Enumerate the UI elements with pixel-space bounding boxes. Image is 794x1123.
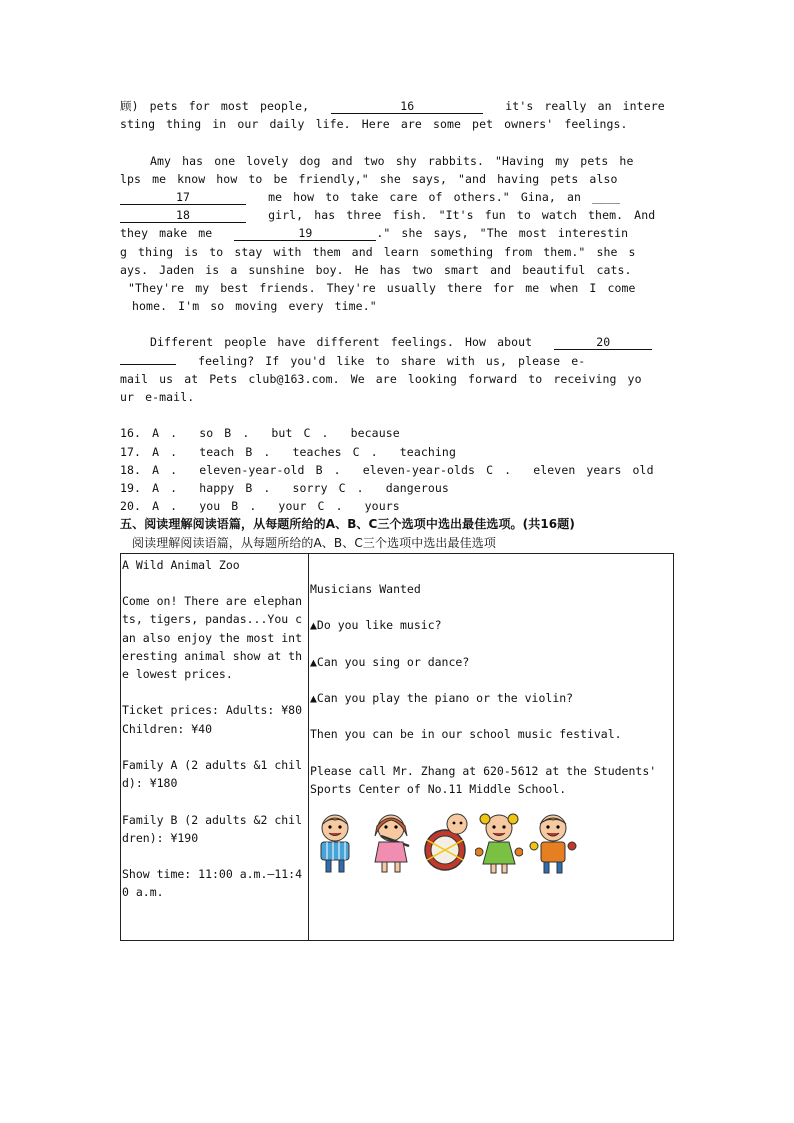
passage-line: lps me know how to be friendly," she says, "and having pets also [120,171,618,186]
blank-20: 20 [554,335,652,350]
passage-line: ays. Jaden is a sunshine boy. He has two smart and beautiful cats. [120,262,632,277]
kids-musicians-illustration [313,812,673,876]
blank-17: 17 [120,190,246,205]
music-ad-question-2: ▲Can you sing or dance? [310,654,470,669]
passage-line: home. I'm so moving every time." [132,299,377,314]
music-ad-call: Please call Mr. Zhang at 620-5612 at the Students' Sports Center of No.11 Middle School. [310,763,664,796]
kid-maracas-icon [475,812,523,876]
passage-line: 17 me how to take care of others." Gina, an ____ [120,188,676,206]
reading-table [120,553,674,941]
music-ad-question-3: ▲Can you play the piano or the violin? [310,690,574,705]
option-line-17: 17. A . teach B . teaches C . teaching [120,444,456,459]
worksheet-page [120,97,676,941]
passage-line: Different people have different feelings. How about 20 [120,333,676,351]
blank-19: 19 [234,226,376,241]
zoo-ad-title: A Wild Animal Zoo [122,557,240,572]
blank-16: 16 [331,99,483,114]
blank-20-cont [120,364,176,365]
drum-icon [421,812,469,876]
option-line-18: 18. A . eleven-year-old B . eleven-year-olds C . eleven years old [120,462,654,477]
kid-flute-icon [367,812,415,876]
passage-line: feeling? If you'd like to share with us, please e- [120,352,676,370]
option-line-16: 16. A . so B . but C . because [120,426,400,441]
passage-line: ur e-mail. [120,390,195,404]
zoo-ad-family-a: Family A (2 adults &1 child): ¥180 [122,757,303,791]
music-ad-cell [309,553,674,940]
passage-line: Amy has one lovely dog and two shy rabbits. "Having my pets he [150,153,634,168]
zoo-ad-intro: Come on! There are elephants, tigers, pandas...You can also enjoy the most interesting animal show at the lowest prices. [122,594,303,681]
option-line-19: 19. A . happy B . sorry C . dangerous [120,480,449,495]
zoo-ad-cell [121,553,309,940]
kid-accordion-icon [313,812,361,876]
passage-line: g thing is to stay with them and learn something from them." she s [120,244,636,259]
section-heading: 五、阅读理解阅读语篇，从每题所给的A、B、C三个选项中选出最佳选项。(共16题) [120,517,575,532]
zoo-ad-family-b: Family B (2 adults &2 children): ¥190 [122,812,303,845]
zoo-ad-ticket-prices: Ticket prices: Adults: ¥80 Children: ¥40 [122,703,309,736]
passage-line: mail us at Pets club@163.com. We are looking forward to receiving yo [120,371,642,386]
blank-18: 18 [120,208,246,223]
zoo-ad-show-time: Show time: 11:00 a.m.—11:40 a.m. [122,867,303,900]
option-line-20: 20. A . you B . your C . yours [120,499,400,514]
music-ad-title: Musicians Wanted [310,581,421,596]
kid-shaker-icon [529,812,577,876]
passage-line: sting thing in our daily life. Here are some pet owners' feelings. [120,117,628,132]
passage-line: "They're my best friends. They're usually there for me when I come [128,280,636,295]
passage-line: 顾) pets for most people, 16 it's really an intere [120,99,665,113]
passage-line: 18 girl, has three fish. "It's fun to watch them. And [120,206,676,224]
music-ad-then: Then you can be in our school music festival. [310,727,622,742]
passage-line: they make me 19 ." she says, "The most interestin [120,226,629,241]
music-ad-question-1: ▲Do you like music? [310,618,442,633]
section-subheading: 阅读理解阅读语篇，从每题所给的A、B、C三个选项中选出最佳选项 [132,535,496,550]
